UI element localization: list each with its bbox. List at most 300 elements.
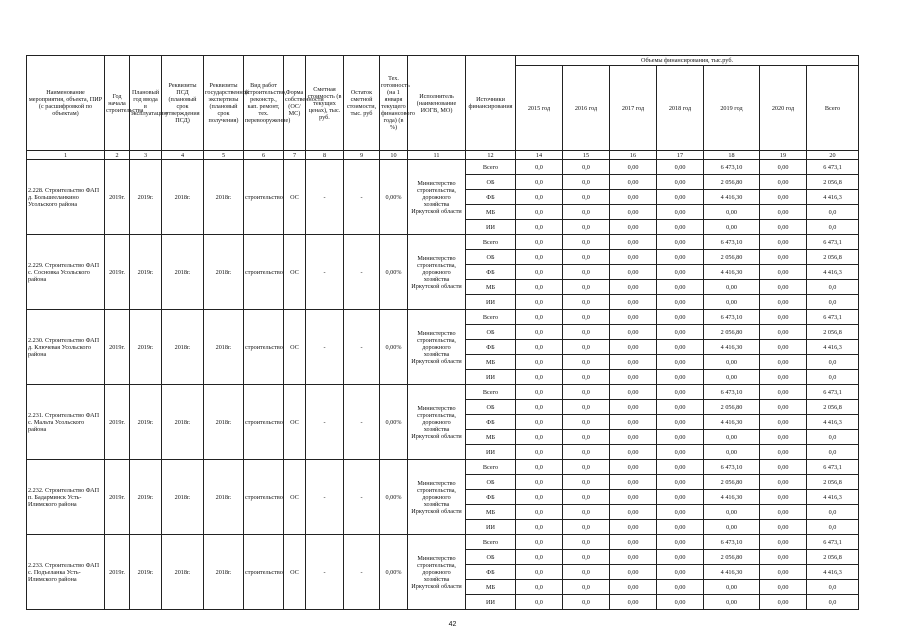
work-type-cell: строительство — [244, 310, 284, 385]
funding-value-cell: 0,0 — [563, 445, 610, 460]
funding-value-cell: 0,0 — [563, 490, 610, 505]
funding-value-cell: 0,0 — [563, 235, 610, 250]
funding-value-cell: 0,00 — [610, 265, 657, 280]
funding-value-cell: 0,00 — [760, 160, 807, 175]
funding-source-cell: ОБ — [466, 400, 516, 415]
funding-source-cell: ОБ — [466, 250, 516, 265]
year-commission-cell: 2019г. — [130, 385, 162, 460]
header-remaining-cost: Остаток сметной стоимости, тыс. руб — [344, 56, 380, 151]
funding-value-cell: 0,00 — [704, 220, 760, 235]
funding-value-cell: 0,00 — [760, 490, 807, 505]
funding-value-cell: 0,00 — [704, 355, 760, 370]
funding-value-cell: 0,0 — [563, 265, 610, 280]
year-commission-cell: 2019г. — [130, 160, 162, 235]
funding-value-cell: 0,0 — [516, 235, 563, 250]
work-type-cell: строительство — [244, 535, 284, 610]
funding-value-cell: 0,0 — [807, 205, 859, 220]
funding-value-cell: 0,0 — [563, 295, 610, 310]
work-type-cell: строительство — [244, 385, 284, 460]
funding-value-cell: 0,00 — [610, 175, 657, 190]
funding-value-cell: 0,0 — [516, 160, 563, 175]
funding-value-cell: 0,0 — [563, 205, 610, 220]
funding-value-cell: 0,0 — [516, 490, 563, 505]
funding-value-cell: 0,00 — [760, 325, 807, 340]
column-number: 3 — [130, 151, 162, 160]
readiness-cell: 0,00% — [380, 160, 408, 235]
year-start-cell: 2019г. — [105, 385, 130, 460]
funding-value-cell: 0,00 — [760, 370, 807, 385]
funding-value-cell: 0,0 — [807, 280, 859, 295]
funding-value-cell: 0,00 — [610, 340, 657, 355]
work-type-cell: строительство — [244, 160, 284, 235]
expertise-date-cell: 2018г. — [204, 160, 244, 235]
funding-value-cell: 0,0 — [807, 520, 859, 535]
funding-value-cell: 0,00 — [610, 355, 657, 370]
funding-value-cell: 0,00 — [760, 340, 807, 355]
funding-value-cell: 0,0 — [807, 595, 859, 610]
column-number: 14 — [516, 151, 563, 160]
funding-value-cell: 0,0 — [516, 205, 563, 220]
funding-value-cell: 0,0 — [516, 595, 563, 610]
funding-value-cell: 0,00 — [760, 565, 807, 580]
psd-date-cell: 2018г. — [162, 160, 204, 235]
funding-source-cell: Всего — [466, 160, 516, 175]
ownership-cell: ОС — [284, 385, 306, 460]
funding-value-cell: 0,0 — [563, 190, 610, 205]
header-name: Наименование мероприятия, объекта, ПИР (с расшифровкой по объектам) — [27, 56, 105, 151]
funding-value-cell: 0,0 — [563, 250, 610, 265]
funding-value-cell: 6 473,1 — [807, 160, 859, 175]
funding-source-cell: ОБ — [466, 175, 516, 190]
funding-value-cell: 0,00 — [760, 580, 807, 595]
funding-value-cell: 0,00 — [760, 595, 807, 610]
object-name: 2.230. Строительство ФАП д. Ключевая Усольского района — [27, 310, 105, 385]
funding-value-cell: 0,0 — [563, 475, 610, 490]
funding-value-cell: 0,00 — [760, 400, 807, 415]
funding-source-cell: ИИ — [466, 295, 516, 310]
readiness-cell: 0,00% — [380, 535, 408, 610]
funding-value-cell: 0,00 — [657, 580, 704, 595]
funding-value-cell: 0,0 — [516, 400, 563, 415]
header-readiness: Тех. готовность (на 1 января текущего финансового года) (в %) — [380, 56, 408, 151]
funding-value-cell: 0,0 — [516, 445, 563, 460]
funding-value-cell: 0,0 — [516, 310, 563, 325]
funding-value-cell: 0,00 — [657, 235, 704, 250]
table-body — [27, 160, 859, 610]
funding-value-cell: 0,0 — [563, 520, 610, 535]
header-ownership: Форма собственности (ОС/МС) — [284, 56, 306, 151]
remaining-cost-cell: - — [344, 160, 380, 235]
funding-value-cell: 0,00 — [657, 175, 704, 190]
funding-value-cell: 2 056,8 — [807, 250, 859, 265]
funding-value-cell: 0,00 — [610, 535, 657, 550]
object-name: 2.229. Строительство ФАП с. Сосновка Усольского района — [27, 235, 105, 310]
header-year-commission: Плановый год ввода в эксплуатацию — [130, 56, 162, 151]
executor-cell: Министерство строительства, дорожного хозяйства Иркутской области — [408, 160, 466, 235]
funding-value-cell: 0,00 — [657, 490, 704, 505]
funding-value-cell: 0,00 — [657, 265, 704, 280]
year-commission-cell: 2019г. — [130, 535, 162, 610]
funding-value-cell: 0,00 — [610, 565, 657, 580]
funding-value-cell: 0,0 — [516, 355, 563, 370]
funding-source-cell: МБ — [466, 505, 516, 520]
object-name: 2.228. Строительство ФАП д. Большееланкино Усольского района — [27, 160, 105, 235]
funding-value-cell: 0,0 — [516, 415, 563, 430]
column-number: 19 — [760, 151, 807, 160]
funding-value-cell: 0,00 — [704, 430, 760, 445]
funding-source-cell: МБ — [466, 580, 516, 595]
funding-value-cell: 6 473,10 — [704, 310, 760, 325]
funding-value-cell: 0,0 — [516, 385, 563, 400]
column-number: 16 — [610, 151, 657, 160]
funding-value-cell: 0,0 — [807, 295, 859, 310]
header-year-2017: 2017 год — [610, 66, 657, 151]
year-start-cell: 2019г. — [105, 535, 130, 610]
funding-value-cell: 0,00 — [760, 205, 807, 220]
funding-value-cell: 0,0 — [563, 415, 610, 430]
psd-date-cell: 2018г. — [162, 235, 204, 310]
ownership-cell: ОС — [284, 310, 306, 385]
funding-value-cell: 0,0 — [563, 595, 610, 610]
funding-value-cell: 0,0 — [516, 505, 563, 520]
funding-value-cell: 2 056,80 — [704, 550, 760, 565]
funding-value-cell: 0,00 — [657, 535, 704, 550]
funding-source-cell: ОБ — [466, 475, 516, 490]
funding-value-cell: 0,00 — [610, 580, 657, 595]
funding-value-cell: 0,00 — [657, 520, 704, 535]
funding-value-cell: 0,00 — [657, 430, 704, 445]
estimated-cost-cell: - — [306, 385, 344, 460]
funding-value-cell: 0,0 — [516, 280, 563, 295]
funding-value-cell: 0,0 — [516, 370, 563, 385]
column-number: 7 — [284, 151, 306, 160]
expertise-date-cell: 2018г. — [204, 235, 244, 310]
funding-value-cell: 0,0 — [563, 400, 610, 415]
funding-value-cell: 2 056,80 — [704, 325, 760, 340]
remaining-cost-cell: - — [344, 310, 380, 385]
funding-value-cell: 0,0 — [563, 370, 610, 385]
ownership-cell: ОС — [284, 160, 306, 235]
header-work-type: Вид работ (строительство, реконстр., кап. ремонт, тех. перевооружение) — [244, 56, 284, 151]
funding-source-cell: ФБ — [466, 265, 516, 280]
funding-value-cell: 4 416,3 — [807, 265, 859, 280]
funding-value-cell: 0,00 — [760, 355, 807, 370]
funding-value-cell: 6 473,1 — [807, 235, 859, 250]
funding-value-cell: 0,0 — [807, 220, 859, 235]
column-numbers-row — [27, 151, 859, 160]
remaining-cost-cell: - — [344, 235, 380, 310]
funding-value-cell: 0,0 — [563, 340, 610, 355]
estimated-cost-cell: - — [306, 235, 344, 310]
funding-value-cell: 0,00 — [657, 460, 704, 475]
funding-value-cell: 0,00 — [610, 475, 657, 490]
funding-source-cell: ИИ — [466, 595, 516, 610]
financing-table — [26, 55, 859, 610]
executor-cell: Министерство строительства, дорожного хозяйства Иркутской области — [408, 535, 466, 610]
funding-value-cell: 0,0 — [563, 430, 610, 445]
funding-value-cell: 6 473,1 — [807, 460, 859, 475]
funding-value-cell: 0,00 — [657, 445, 704, 460]
ownership-cell: ОС — [284, 535, 306, 610]
funding-value-cell: 0,0 — [563, 565, 610, 580]
estimated-cost-cell: - — [306, 160, 344, 235]
funding-source-cell: ОБ — [466, 550, 516, 565]
funding-value-cell: 6 473,10 — [704, 385, 760, 400]
funding-source-cell: ФБ — [466, 565, 516, 580]
funding-source-cell: МБ — [466, 355, 516, 370]
funding-value-cell: 4 416,30 — [704, 415, 760, 430]
funding-value-cell: 0,00 — [704, 580, 760, 595]
funding-source-cell: МБ — [466, 205, 516, 220]
funding-value-cell: 0,00 — [760, 430, 807, 445]
funding-value-cell: 4 416,30 — [704, 265, 760, 280]
funding-value-cell: 0,0 — [563, 550, 610, 565]
funding-value-cell: 0,00 — [704, 595, 760, 610]
header-year-2015: 2015 год — [516, 66, 563, 151]
funding-value-cell: 2 056,80 — [704, 475, 760, 490]
funding-value-cell: 0,00 — [610, 520, 657, 535]
funding-value-cell: 0,00 — [704, 370, 760, 385]
funding-value-cell: 0,00 — [760, 310, 807, 325]
funding-value-cell: 0,0 — [807, 580, 859, 595]
funding-value-cell: 0,00 — [657, 505, 704, 520]
funding-value-cell: 0,00 — [657, 400, 704, 415]
psd-date-cell: 2018г. — [162, 460, 204, 535]
page-number: 42 — [448, 621, 457, 628]
funding-value-cell: 0,00 — [760, 415, 807, 430]
funding-value-cell: 0,00 — [704, 295, 760, 310]
funding-value-cell: 0,00 — [657, 190, 704, 205]
funding-source-cell: Всего — [466, 385, 516, 400]
work-type-cell: строительство — [244, 460, 284, 535]
funding-source-cell: Всего — [466, 310, 516, 325]
funding-value-cell: 0,00 — [760, 250, 807, 265]
funding-value-cell: 0,0 — [807, 430, 859, 445]
funding-source-cell: ОБ — [466, 325, 516, 340]
year-commission-cell: 2019г. — [130, 310, 162, 385]
funding-value-cell: 0,00 — [610, 505, 657, 520]
column-number: 17 — [657, 151, 704, 160]
funding-value-cell: 0,0 — [563, 280, 610, 295]
work-type-cell: строительство — [244, 235, 284, 310]
funding-value-cell: 0,00 — [610, 370, 657, 385]
funding-value-cell: 0,00 — [657, 310, 704, 325]
funding-value-cell: 6 473,1 — [807, 535, 859, 550]
funding-value-cell: 0,00 — [760, 220, 807, 235]
header-funding-group: Объемы финансирования, тыс.руб. — [516, 56, 859, 66]
column-number: 12 — [466, 151, 516, 160]
funding-value-cell: 4 416,3 — [807, 415, 859, 430]
expertise-date-cell: 2018г. — [204, 535, 244, 610]
column-number: 8 — [306, 151, 344, 160]
header-year-2018: 2018 год — [657, 66, 704, 151]
funding-source-cell: Всего — [466, 235, 516, 250]
funding-value-cell: 0,00 — [760, 535, 807, 550]
funding-value-cell: 4 416,3 — [807, 340, 859, 355]
funding-value-cell: 0,00 — [610, 460, 657, 475]
funding-value-cell: 6 473,1 — [807, 310, 859, 325]
funding-value-cell: 4 416,3 — [807, 190, 859, 205]
funding-value-cell: 0,0 — [516, 295, 563, 310]
readiness-cell: 0,00% — [380, 460, 408, 535]
funding-value-cell: 0,00 — [657, 205, 704, 220]
ownership-cell: ОС — [284, 460, 306, 535]
funding-value-cell: 6 473,10 — [704, 160, 760, 175]
funding-value-cell: 0,0 — [563, 175, 610, 190]
psd-date-cell: 2018г. — [162, 535, 204, 610]
funding-value-cell: 0,00 — [610, 595, 657, 610]
expertise-date-cell: 2018г. — [204, 310, 244, 385]
funding-value-cell: 0,0 — [807, 505, 859, 520]
funding-value-cell: 0,00 — [610, 310, 657, 325]
object-name: 2.233. Строительство ФАП с. Подъеланка Усть-Илимского района — [27, 535, 105, 610]
funding-value-cell: 0,00 — [610, 160, 657, 175]
funding-value-cell: 6 473,10 — [704, 535, 760, 550]
funding-value-cell: 0,00 — [657, 250, 704, 265]
year-start-cell: 2019г. — [105, 310, 130, 385]
funding-value-cell: 0,00 — [704, 445, 760, 460]
funding-value-cell: 0,0 — [516, 190, 563, 205]
readiness-cell: 0,00% — [380, 310, 408, 385]
funding-value-cell: 0,0 — [563, 505, 610, 520]
funding-source-cell: Всего — [466, 460, 516, 475]
column-number: 4 — [162, 151, 204, 160]
funding-value-cell: 0,0 — [807, 370, 859, 385]
funding-value-cell: 0,0 — [516, 430, 563, 445]
header-year-2020: 2020 год — [760, 66, 807, 151]
header-year-start: Год начала строительства — [105, 56, 130, 151]
executor-cell: Министерство строительства, дорожного хозяйства Иркутской области — [408, 235, 466, 310]
funding-value-cell: 4 416,30 — [704, 565, 760, 580]
funding-value-cell: 0,00 — [760, 235, 807, 250]
remaining-cost-cell: - — [344, 385, 380, 460]
header-expertise: Реквизиты государственной экспертизы (плановый срок получения) — [204, 56, 244, 151]
funding-value-cell: 0,00 — [610, 190, 657, 205]
estimated-cost-cell: - — [306, 310, 344, 385]
funding-value-cell: 2 056,8 — [807, 475, 859, 490]
funding-value-cell: 0,00 — [760, 175, 807, 190]
funding-value-cell: 0,0 — [563, 580, 610, 595]
funding-value-cell: 0,00 — [610, 280, 657, 295]
funding-value-cell: 4 416,3 — [807, 565, 859, 580]
header-sources: Источники финансирования — [466, 56, 516, 151]
funding-value-cell: 0,00 — [657, 415, 704, 430]
funding-source-cell: ФБ — [466, 415, 516, 430]
funding-value-cell: 0,00 — [760, 475, 807, 490]
header-year-2016: 2016 год — [563, 66, 610, 151]
funding-value-cell: 0,00 — [657, 550, 704, 565]
funding-value-cell: 4 416,30 — [704, 490, 760, 505]
object-name: 2.231. Строительство ФАП с. Мальта Усольского района — [27, 385, 105, 460]
funding-value-cell: 0,0 — [516, 520, 563, 535]
funding-value-cell: 0,00 — [610, 220, 657, 235]
funding-value-cell: 0,00 — [657, 370, 704, 385]
year-start-cell: 2019г. — [105, 460, 130, 535]
funding-value-cell: 0,00 — [760, 520, 807, 535]
funding-value-cell: 0,00 — [610, 550, 657, 565]
funding-value-cell: 0,00 — [657, 280, 704, 295]
funding-value-cell: 0,0 — [563, 460, 610, 475]
funding-source-cell: ИИ — [466, 520, 516, 535]
column-number: 2 — [105, 151, 130, 160]
funding-value-cell: 0,00 — [657, 340, 704, 355]
table-row — [27, 235, 859, 250]
funding-value-cell: 0,00 — [657, 475, 704, 490]
funding-value-cell: 0,0 — [563, 385, 610, 400]
funding-value-cell: 2 056,8 — [807, 325, 859, 340]
funding-value-cell: 0,00 — [610, 430, 657, 445]
funding-value-cell: 0,00 — [657, 160, 704, 175]
funding-value-cell: 0,0 — [516, 460, 563, 475]
funding-value-cell: 0,0 — [563, 220, 610, 235]
funding-value-cell: 0,00 — [610, 235, 657, 250]
funding-source-cell: Всего — [466, 535, 516, 550]
funding-value-cell: 0,0 — [807, 445, 859, 460]
document-sheet — [26, 55, 858, 610]
funding-value-cell: 0,0 — [516, 175, 563, 190]
funding-source-cell: ФБ — [466, 490, 516, 505]
funding-source-cell: ФБ — [466, 340, 516, 355]
header-executor: Исполнитель (наименование ИОГВ, МО) — [408, 56, 466, 151]
funding-value-cell: 0,0 — [807, 355, 859, 370]
funding-value-cell: 0,00 — [704, 520, 760, 535]
column-number: 6 — [244, 151, 284, 160]
funding-value-cell: 0,0 — [516, 535, 563, 550]
funding-value-cell: 0,00 — [610, 445, 657, 460]
remaining-cost-cell: - — [344, 535, 380, 610]
funding-source-cell: ИИ — [466, 220, 516, 235]
column-number: 15 — [563, 151, 610, 160]
funding-value-cell: 2 056,8 — [807, 175, 859, 190]
column-number: 20 — [807, 151, 859, 160]
expertise-date-cell: 2018г. — [204, 385, 244, 460]
funding-value-cell: 0,00 — [704, 505, 760, 520]
funding-value-cell: 0,00 — [657, 595, 704, 610]
executor-cell: Министерство строительства, дорожного хозяйства Иркутской области — [408, 460, 466, 535]
estimated-cost-cell: - — [306, 535, 344, 610]
funding-value-cell: 0,00 — [760, 460, 807, 475]
funding-value-cell: 0,0 — [516, 565, 563, 580]
funding-value-cell: 4 416,3 — [807, 490, 859, 505]
funding-value-cell: 0,0 — [563, 355, 610, 370]
funding-value-cell: 0,00 — [610, 325, 657, 340]
table-row — [27, 460, 859, 475]
readiness-cell: 0,00% — [380, 235, 408, 310]
funding-value-cell: 0,0 — [563, 325, 610, 340]
psd-date-cell: 2018г. — [162, 310, 204, 385]
funding-value-cell: 0,0 — [563, 160, 610, 175]
table-row — [27, 310, 859, 325]
executor-cell: Министерство строительства, дорожного хозяйства Иркутской области — [408, 310, 466, 385]
funding-value-cell: 0,0 — [516, 475, 563, 490]
funding-value-cell: 0,00 — [657, 565, 704, 580]
table-row — [27, 160, 859, 175]
funding-value-cell: 0,0 — [516, 325, 563, 340]
funding-value-cell: 0,0 — [563, 310, 610, 325]
funding-value-cell: 0,00 — [704, 205, 760, 220]
funding-value-cell: 0,00 — [610, 490, 657, 505]
funding-value-cell: 0,0 — [516, 265, 563, 280]
funding-value-cell: 6 473,10 — [704, 235, 760, 250]
funding-value-cell: 0,0 — [516, 340, 563, 355]
funding-value-cell: 0,00 — [657, 220, 704, 235]
funding-value-cell: 0,0 — [516, 220, 563, 235]
funding-value-cell: 0,00 — [610, 400, 657, 415]
column-number: 11 — [408, 151, 466, 160]
readiness-cell: 0,00% — [380, 385, 408, 460]
funding-value-cell: 0,00 — [760, 550, 807, 565]
funding-value-cell: 2 056,8 — [807, 550, 859, 565]
